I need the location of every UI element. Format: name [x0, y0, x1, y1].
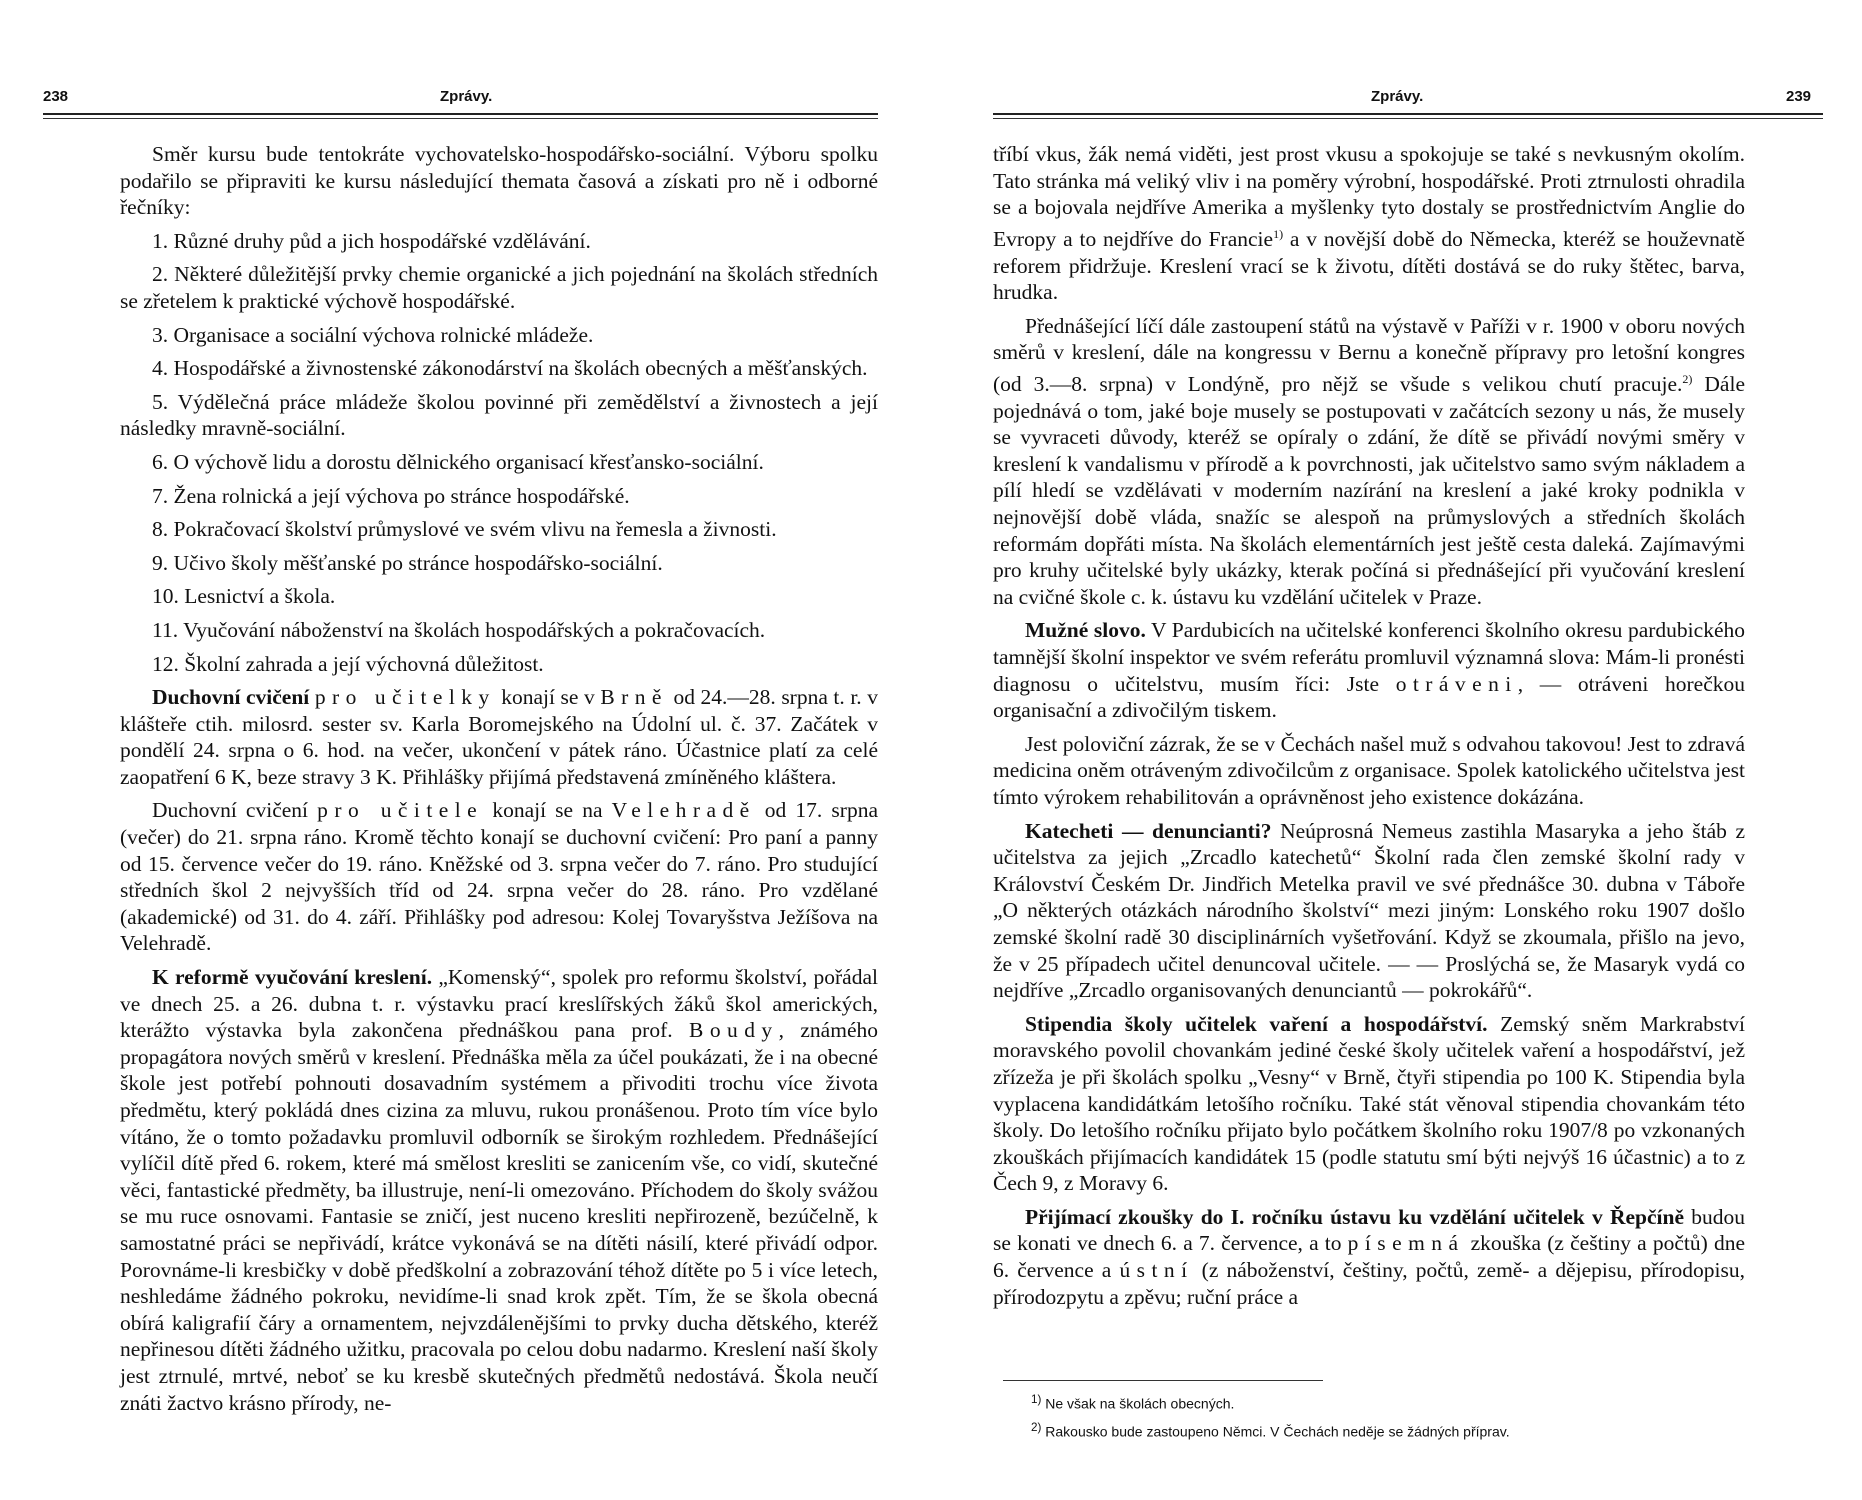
- topic-item: 5. Výdělečná práce mládeže školou povinné při zemědělství a živnostech a její následky mravně-sociální.: [120, 389, 878, 441]
- paragraph-text: Zemský sněm Markrabství moravského povolil chovankám jediné české školy učitelek vaření a hospodářství, jež zřízeža je při školách spolku „Vesny“ v Brně, čtyři stipendia po 100 K. Stipendia byla vyplacena kandidátkám letošího ročníku. Také stát věnoval stipendia chovankám této školy. Do letošího ročníku přijato bylo počátkem školního roku 1907/8 po vzkonaných zkouškách přijímacích kandidátek 15 (podle statutu smí býti nejvýš 16 účastnic) a to z Čech 9, z Moravy 6.: [993, 1011, 1745, 1196]
- spaced-text: Brně: [600, 685, 668, 710]
- footnote-mark: 1): [1031, 1393, 1042, 1406]
- spaced-text: pro učitele: [317, 798, 484, 823]
- footnote: [1031, 1388, 1510, 1416]
- paragraph-text: Duchovní cvičení: [152, 798, 318, 823]
- running-head: Zprávy.: [1371, 88, 1424, 105]
- scholarships-paragraph: [993, 1011, 1745, 1197]
- topic-item: 7. Žena rolnická a její výchova po stránce hospodářské.: [152, 483, 630, 508]
- section-heading: Katecheti — denuncianti?: [1025, 818, 1272, 843]
- running-head: Zprávy.: [440, 88, 493, 105]
- footnotes: [1031, 1388, 1510, 1443]
- retreat-teachers-male-paragraph: [120, 797, 878, 957]
- paragraph-text: zkouška (z češtiny a počtů) dne 6. července a: [993, 1231, 1745, 1283]
- header-rule: [993, 113, 1823, 115]
- right-page: [931, 0, 1862, 1500]
- topic-item: 4. Hospodářské a živnostenské zákonodárství na školách obecných a měšťanských.: [152, 356, 868, 381]
- topic-item: 2. Některé důležitější prvky chemie organické a jich pojednání na školách středních se zřetelem k praktické výchově hospodářské.: [120, 262, 878, 313]
- left-body-text: [120, 141, 878, 1416]
- half-miracle-paragraph: Jest poloviční zázrak, že se v Čechách našel muž s odvahou takovou! Jest to zdravá medicina oněm otráveným zdivočilcům z organisace. Spolek katolického učitelstva jest tímto výrokem rehabilitován a oprávněnost jeho existence dokázána.: [993, 731, 1745, 809]
- drawing-reform-paragraph: [120, 964, 878, 1416]
- section-heading: Duchovní cvičení: [152, 685, 310, 710]
- footnote-mark: 2): [1682, 371, 1693, 386]
- lecture-paragraph: [993, 313, 1745, 611]
- spaced-text: Velehradě: [611, 798, 756, 823]
- section-heading: Mužné slovo.: [1025, 618, 1146, 643]
- paragraph-text: od 24.—28. srpna t. r. v klášteře ctih. milosrd. sester sv. Karla Boromejského na Údolní ul. č. 37. Začátek v pondělí 24. srpna o 6. hod. na večer, ukončení v pátek ráno. Účastnice platí za celé zaopatření 6 K, beze stravy 3 K. Přihlášky přijímá představená zmíněného kláštera.: [120, 685, 878, 789]
- header-rule-thin: [993, 118, 1823, 119]
- footnote: [1031, 1416, 1510, 1444]
- paragraph-text: , — otráveni horečkou organisační a zdivočilým tiskem.: [993, 671, 1746, 723]
- topic-item: 1. Různé druhy půd a jich hospodářské vzdělávání.: [152, 228, 591, 253]
- brave-word-paragraph: [993, 617, 1745, 723]
- page-number: 238: [43, 88, 69, 105]
- footnote-text: Ne však na školách obecných.: [1041, 1395, 1235, 1412]
- topic-item: 9. Učivo školy měšťanské po stránce hospodářsko-sociální.: [152, 550, 663, 575]
- continued-paragraph: [993, 141, 1745, 306]
- topic-item: 11. Vyučování náboženství na školách hospodářských a pokračovacích.: [152, 617, 766, 642]
- footnote-mark: 2): [1031, 1420, 1042, 1434]
- entrance-exams-paragraph: [993, 1204, 1745, 1310]
- topic-item: 12. Školní zahrada a její výchovná důležitost.: [152, 651, 544, 676]
- retreat-teachers-female-paragraph: [120, 684, 878, 790]
- paragraph-text: Neúprosná Nemeus zastihla Masaryka a jeho štáb z učitelstva za jejich „Zrcadlo katechetů“ Školní rada člen zemské školní rady v Království Českém Dr. Jindřich Metelka pravil ve své přednášce 30. dubna v Táboře „O některých otázkách národního školství“ mezi jiným: Lonského roku 1907 došlo zemské školní radě 30 disciplinárních vyšetřování. Když se zkoumala, přišlo na jevo, že v 25 případech učitel denuncoval učitele. — — Proslýchá se, že Masaryk vydá co nejdříve „Zrcadlo organisovaných denunciantů — pokrokářů“.: [993, 818, 1745, 1003]
- footnote-text: Rakousko bude zastoupeno Němci. V Čechách neděje se žádných příprav.: [1041, 1423, 1510, 1440]
- paragraph-text: od 17. srpna (večer) do 21. srpna ráno. Kromě těchto konají se duchovní cvičení: Pro paní a panny od 15. července večer do 19. ráno. Kněžské od 3. srpna večer do 7. ráno. Pro studující středních škol 2 nejvyšších tříd od 24. srpna večer do 28. ráno. Pro vzdělané (akademické) od 31. do 4. září. Přihlášky pod adresou: Kolej Tovaryšstva Ježíšova na Velehradě.: [120, 798, 878, 956]
- page-number: 239: [1786, 88, 1812, 105]
- footnote-rule: [1003, 1380, 1323, 1381]
- section-heading: Přijímací zkoušky do I. ročníku ústavu ku vzdělání učitelek v Řepčíně: [1025, 1204, 1685, 1229]
- paragraph-text: budou se konati ve dnech 6. a 7. července, a to: [993, 1204, 1745, 1256]
- topic-item: 8. Pokračovací školství průmyslové ve svém vlivu na řemesla a živnosti.: [152, 517, 777, 542]
- paragraph-text: konají se na: [483, 798, 612, 823]
- section-heading: Stipendia školy učitelek vaření a hospodářství.: [1025, 1011, 1488, 1036]
- topic-item: 10. Lesnictví a škola.: [152, 584, 336, 609]
- catechists-paragraph: [993, 818, 1745, 1004]
- spaced-text: pro učitelky: [314, 685, 496, 710]
- intro-paragraph: Směr kursu bude tentokráte vychovatelsko-hospodářsko-sociální. Výboru spolku podařilo se připraviti ke kursu následující themata časová a získati pro ně i odborné řečníky:: [120, 142, 878, 220]
- paragraph-text: (z náboženství, češtiny, počtů, země- a dějepisu, přírodopisu, přírodozpytu a zpěvu; ruční práce a: [993, 1258, 1745, 1309]
- footnote-mark: 1): [1273, 226, 1284, 241]
- right-body-text: [993, 141, 1745, 1310]
- spaced-text: otráveni: [1395, 671, 1518, 696]
- paragraph-text: tříbí vkus, žák nemá viděti, jest prost vkusu a spokojuje se také s nevkusným okolím. Tato stránka má veliký vliv i na poměry výrobní, hospodářské. Proti ztrnulosti ohradila se a bojovala nejdříve Amerika a myšlenky tyto dostaly se prostřednictvím Anglie do Evropy a to nejdříve do Francie: [993, 142, 1745, 251]
- paragraph-text: Dále pojednává o tom, jaké boje musely se postupovati v začátcích sezony u nás, že musely se vyvraceti důvody, kteréž se opíraly o zdání, že dítě se přivádí novými směry v kreslení k vandalismu v přírodě a k povrchnosti, jak učitelstvo samo svým nákladem a pílí hledí se vzdělávati v moderním nazírání na kreslení a jaké kroky podnikla v nejnovější době vláda, snažíc se alespoň na průmyslových a středních školách reformám dopřáti místa. Na školách elementárních jest ještě cesta daleká. Zajímavými pro kruhy učitelské byly ukázky, kterak počíná si přednášející při vyučování kreslení na cvičné škole c. k. ústavu ku vzdělání učitelek v Praze.: [993, 372, 1745, 609]
- paragraph-text: konají se v: [495, 685, 601, 710]
- paragraph-text: V Pardubicích na učitelské konferenci školního okresu pardubického tamnější školní inspektor ve svém referátu promluvil významná slova: Mám-li pronésti diagnosu o učitelstvu, musím říci: Jste: [993, 618, 1745, 696]
- spaced-text: písemná: [1347, 1231, 1465, 1256]
- spaced-text: ústní: [1119, 1258, 1194, 1283]
- header-rule: [43, 113, 878, 115]
- topic-item: 3. Organisace a sociální výchova rolnické mládeže.: [152, 322, 594, 347]
- paragraph-text: , známého propagátora nových směrů v kreslení. Přednáška měla za účel poukázati, že i na obecné škole jest potřebí pohnouti dosavadním systémem a přivoditi trochu více života předmětu, který pokládá dnes cizina za mluvu, rukou pronášenou. Proto tím více bylo vítáno, že o tomto požadavku promluvil odborník se širokým rozhledem. Přednášející vylíčil dítě před 6. rokem, které má smělost kresliti se zanicením vše, co vidí, skutečné věci, fantastické předměty, ba illustruje, není-li omezováno. Příchodem do školy svážou se mu ruce osnovami. Fantasie se zničí, jest nuceno kresliti nepřirozeně, bezúčelně, k samostatné práci se nepřivádí, krátce vykonává se na dítěti násilí, které přivádí odpor. Porovnáme-li kresbičky v době předškolní a zobrazování téhož dítěte po 5 i více letech, neshledáme žádného pokroku, nevidíme-li snad krok zpět. Tím, že se škola obecná obírá kaligrafií čáry a ornamentem, nejvzdálenějšími to prvky ducha dětského, kteréž nepřinesou dítěti žádného užitku, pracovala po celou dobu nadarmo. Kreslení naší školy jest ztrnulé, mrtvé, neboť se ku kresbě skutečných předmětů nedostává. Škola neučí znáti žactvo krásno přírody, ne-: [120, 1018, 878, 1415]
- section-heading: K reformě vyučování kreslení.: [152, 965, 433, 990]
- paragraph-text: a v novější době do Německa, kteréž se houževnatě reforem přidržuje. Kreslení vrací se k životu, dítěti dostává se do ruky štětec, barva, hrudka.: [993, 226, 1745, 305]
- paragraph-text: Přednášející líčí dále zastoupení států na výstavě v Paříži v r. 1900 v oboru nových směrů v kreslení, dále na kongressu v Bernu a konečně přípravy pro letošní kongres (od 3.—8. srpna) v Londýně, pro nějž se všude s velikou chutí pracuje.: [993, 313, 1745, 397]
- header-rule-thin: [43, 118, 878, 119]
- paragraph-text: „Komenský“, spolek pro reformu školství, pořádal ve dnech 25. a 26. dubna t. r. výstavku prací kreslířských žáků škol amerických, kterážto výstavka byla zakončena přednáškou pana prof.: [120, 965, 878, 1043]
- spaced-text: Boudy: [689, 1018, 779, 1043]
- topic-item: 6. O výchově lidu a dorostu dělnického organisací křesťansko-sociální.: [152, 449, 764, 474]
